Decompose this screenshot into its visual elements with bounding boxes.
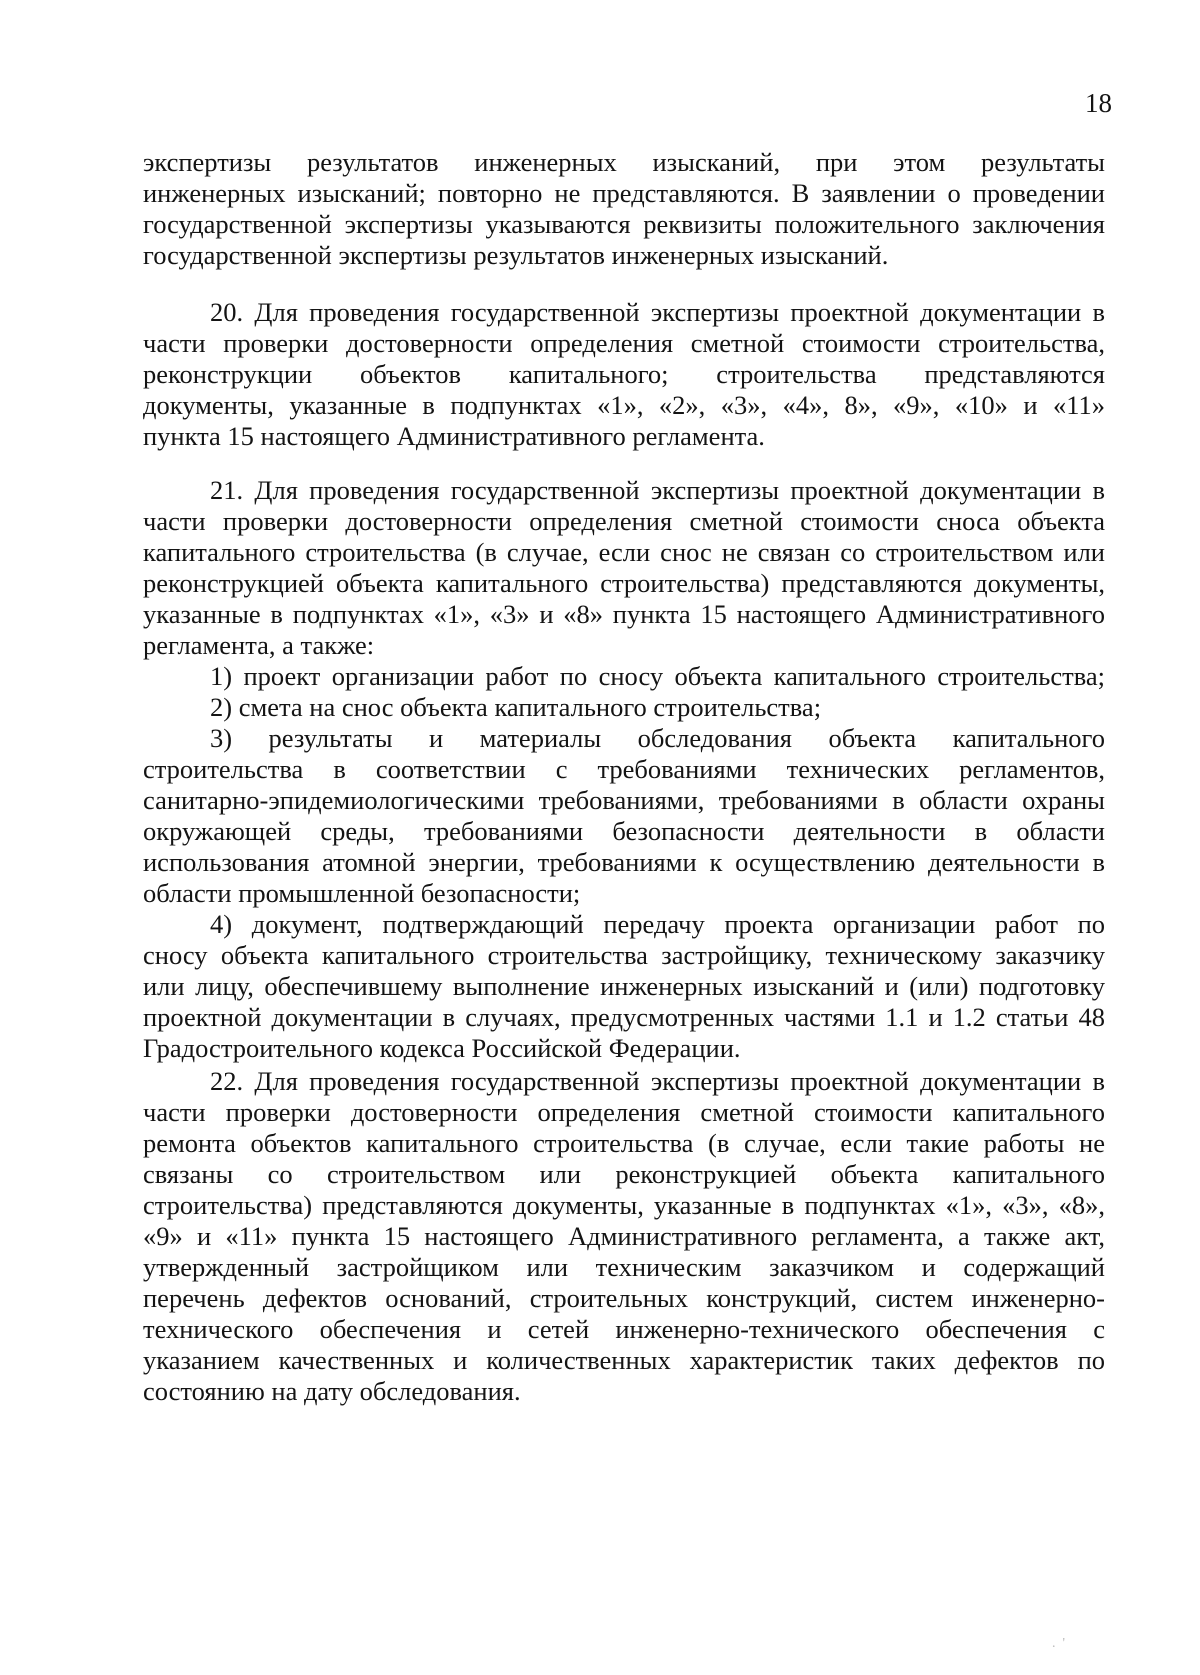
text-line: связаны со строительством или реконструкцией объекта капитального xyxy=(143,1159,1105,1189)
text-line: перечень дефектов оснований, строительных конструкций, систем инженерно- xyxy=(143,1283,1105,1313)
text-line: состоянию на дату обследования. xyxy=(143,1376,521,1406)
text-line: части проверки достоверности определения сметной стоимости строительства, xyxy=(143,328,1105,358)
paragraph-continuation xyxy=(143,147,1105,271)
text-line: части проверки достоверности определения сметной стоимости сноса объекта xyxy=(143,506,1105,536)
text-line: 22. Для проведения государственной экспертизы проектной документации в xyxy=(210,1066,1105,1096)
page-number: 18 xyxy=(1085,88,1112,118)
text-line: технического обеспечения и сетей инженерно-технического обеспечения с xyxy=(143,1314,1105,1344)
text-line: или лицу, обеспечившему выполнение инженерных изысканий и (или) подготовку xyxy=(143,971,1105,1001)
text-line: государственной экспертизы указываются реквизиты положительного заключения xyxy=(143,209,1105,239)
text-line: 21. Для проведения государственной экспертизы проектной документации в xyxy=(210,475,1105,505)
text-line: 20. Для проведения государственной экспертизы проектной документации в xyxy=(210,297,1105,327)
paragraph-item-22 xyxy=(143,1066,1105,1407)
text-line: окружающей среды, требованиями безопасности деятельности в области xyxy=(143,816,1105,846)
paragraph-item-20 xyxy=(143,297,1105,452)
text-line: проектной документации в случаях, предусмотренных частями 1.1 и 1.2 статьи 48 xyxy=(143,1002,1105,1032)
text-line: документы, указанные в подпунктах «1», «2», «3», «4», 8», «9», «10» и «11» xyxy=(143,390,1105,420)
text-line: регламента, а также: xyxy=(143,630,375,660)
text-line: использования атомной энергии, требованиями к осуществлению деятельности в xyxy=(143,847,1105,877)
text-line: экспертизы результатов инженерных изысканий, при этом результаты xyxy=(143,147,1105,177)
text-line: реконструкцией объекта капитального строительства) представляются документы, xyxy=(143,568,1105,598)
text-line: указанием качественных и количественных характеристик таких дефектов по xyxy=(143,1345,1105,1375)
list-item: 3) результаты и материалы обследования объекта капитального xyxy=(210,723,1105,753)
text-line: ремонта объектов капитального строительства (в случае, если такие работы не xyxy=(143,1128,1105,1158)
text-line: санитарно-эпидемиологическими требованиями, требованиями в области охраны xyxy=(143,785,1105,815)
text-line: реконструкции объектов капитального; строительства представляются xyxy=(143,359,1105,389)
text-line: части проверки достоверности определения сметной стоимости капитального xyxy=(143,1097,1105,1127)
paragraph-item-21 xyxy=(143,475,1105,1064)
list-item: 1) проект организации работ по сносу объекта капитального строительства; xyxy=(210,661,1105,691)
scan-speck: . ' xyxy=(1052,1636,1066,1651)
text-line: утвержденный застройщиком или техническим заказчиком и содержащий xyxy=(143,1252,1105,1282)
text-line: сносу объекта капитального строительства застройщику, техническому заказчику xyxy=(143,940,1105,970)
text-line: «9» и «11» пункта 15 настоящего Административного регламента, а также акт, xyxy=(143,1221,1105,1251)
text-line: капитального строительства (в случае, если снос не связан со строительством или xyxy=(143,537,1105,567)
text-line: Градостроительного кодекса Российской Федерации. xyxy=(143,1033,741,1063)
text-line: строительства) представляются документы, указанные в подпунктах «1», «3», «8», xyxy=(143,1190,1105,1220)
text-line: пункта 15 настоящего Административного регламента. xyxy=(143,421,765,451)
text-line: инженерных изысканий; повторно не представляются. В заявлении о проведении xyxy=(143,178,1105,208)
text-line: государственной экспертизы результатов инженерных изысканий. xyxy=(143,240,889,270)
list-item: 2) смета на снос объекта капитального строительства; xyxy=(210,692,822,722)
list-item: 4) документ, подтверждающий передачу проекта организации работ по xyxy=(210,909,1105,939)
text-line: указанные в подпунктах «1», «3» и «8» пункта 15 настоящего Административного xyxy=(143,599,1105,629)
text-line: строительства в соответствии с требованиями технических регламентов, xyxy=(143,754,1105,784)
text-line: области промышленной безопасности; xyxy=(143,878,581,908)
